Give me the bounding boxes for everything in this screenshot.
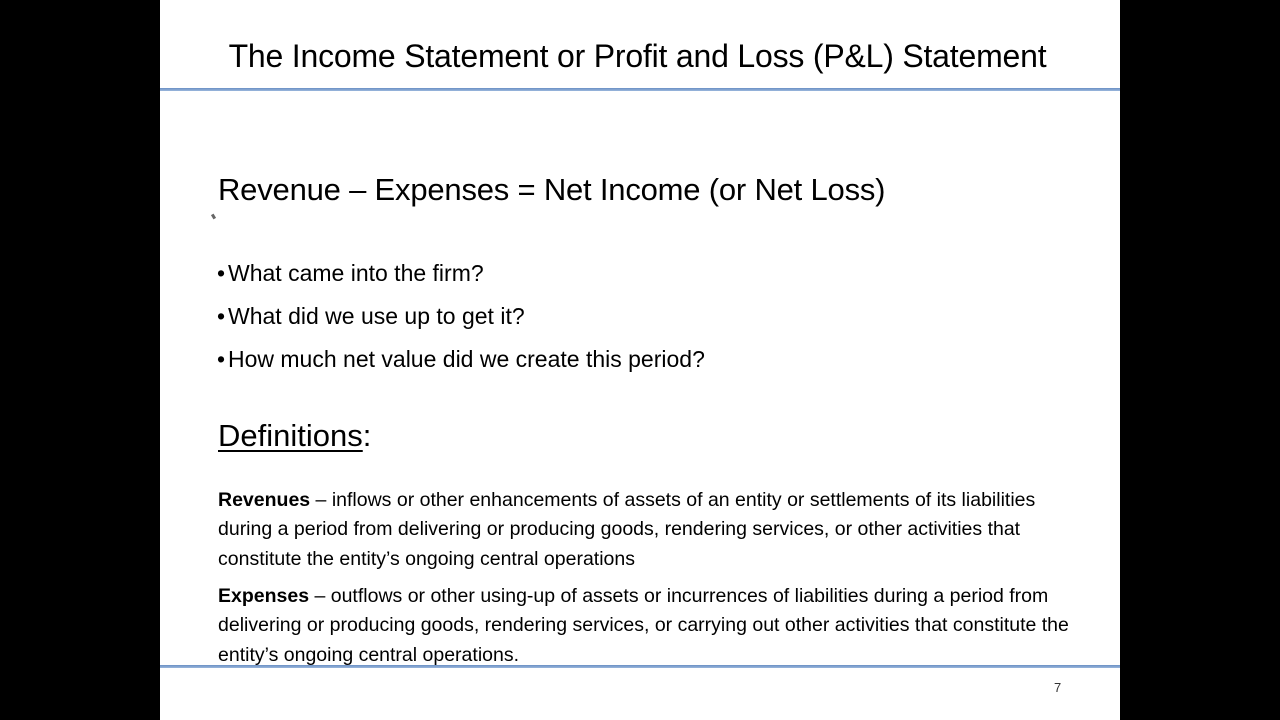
bullet-icon: •: [217, 260, 226, 286]
title-divider: [160, 88, 1120, 91]
page-number: 7: [1054, 680, 1062, 695]
definition-text: – inflows or other enhancements of assets of an entity or settlements of its liabilities during a period from delivering or producing goods, rendering services, or other activities that constitute the entity’s ongoing central operations: [218, 488, 1036, 570]
definition-term: Revenues: [218, 488, 311, 511]
slide-title: The Income Statement or Profit and Loss (P&L) Statement: [228, 38, 1047, 74]
list-item: • What did we use up to get it?: [217, 295, 705, 338]
list-item: • How much net value did we create this period?: [217, 338, 705, 381]
definition-term: Expenses: [218, 584, 310, 607]
footer-divider: [160, 665, 1120, 668]
expenses-definition: [218, 582, 1078, 671]
slide: [160, 0, 1120, 720]
list-item: • What came into the firm?: [217, 252, 705, 295]
bullet-icon: •: [217, 303, 226, 329]
definitions-heading: Definitions:: [218, 418, 372, 453]
mouse-pointer-icon: [211, 214, 216, 220]
bullet-icon: •: [217, 346, 226, 372]
definition-text: – outflows or other using-up of assets or incurrences of liabilities during a period from delivering or producing goods, rendering services, or carrying out other activities that constitute the entity’s ongoing central operations.: [218, 584, 1069, 666]
question-list: [217, 252, 705, 381]
revenues-definition: [218, 486, 1078, 575]
net-income-equation: Revenue – Expenses = Net Income (or Net Loss): [218, 172, 886, 207]
